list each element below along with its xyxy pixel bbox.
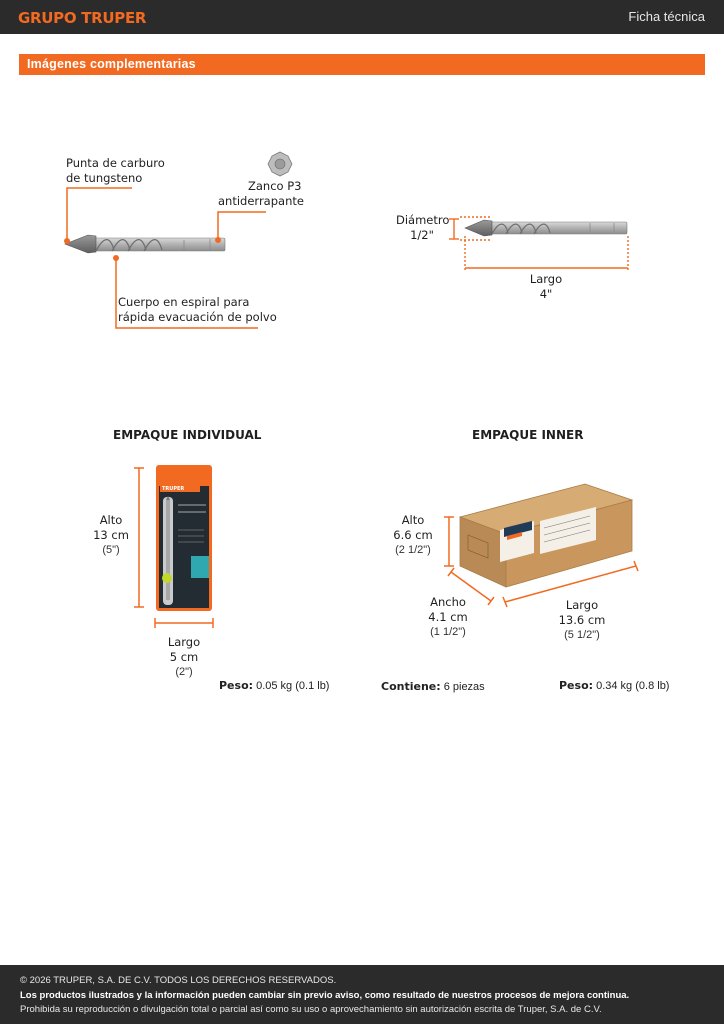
inner-width-in: (1 1/2") — [430, 626, 466, 638]
inner-pack-title: EMPAQUE INNER — [472, 428, 584, 442]
inner-height-in: (2 1/2") — [395, 544, 431, 556]
body-callout-line1: Cuerpo en espiral para — [118, 295, 250, 309]
inner-width — [424, 595, 472, 640]
brand-logo: GRUPO TRUPER — [18, 9, 147, 27]
inner-length-label: Largo — [565, 598, 599, 612]
inner-height-label: Alto — [401, 513, 425, 527]
drill-bit-dimensioned-image — [465, 220, 627, 236]
individual-pack-title: EMPAQUE INDIVIDUAL — [113, 428, 262, 442]
tip-callout — [66, 156, 165, 186]
shank-callout — [218, 179, 304, 209]
footer-copyright: © 2026 TRUPER, S.A. DE C.V. TODOS LOS DERECHOS RESERVADOS. — [20, 975, 337, 986]
individual-height — [88, 513, 134, 558]
individual-length-cm: 5 cm — [169, 650, 199, 664]
individual-length-in: (2") — [175, 666, 193, 678]
tip-callout-line2: de tungsteno — [66, 171, 143, 185]
individual-weight-label: Peso: — [219, 679, 254, 692]
shank-callout-line1: Zanco P3 — [248, 179, 302, 193]
footer-legal: Prohibida su reproducción o divulgación total o parcial así como su uso o aprovechamiento sin autorización escrita de Truper, S.A. de C.V. — [20, 1004, 602, 1015]
individual-height-in: (5") — [102, 544, 120, 556]
inner-weight-label: Peso: — [559, 679, 594, 692]
footer-notice: Los productos ilustrados y la información pueden cambiar sin previo aviso, como resultado de nuestros procesos de mejora continua. — [20, 990, 630, 1001]
hex-shank-end-image — [268, 152, 292, 176]
svg-text:TRUPER: TRUPER — [162, 486, 185, 492]
inner-contents-label: Contiene: — [381, 680, 441, 693]
inner-contents — [381, 680, 485, 693]
individual-weight — [219, 679, 329, 692]
shank-callout-line2: antiderrapante — [218, 194, 304, 208]
inner-contents-value: 6 piezas — [443, 681, 485, 693]
diameter-label — [396, 213, 448, 243]
inner-height — [388, 513, 438, 558]
section-title: Imágenes complementarias — [27, 57, 196, 71]
tip-callout-line1: Punta de carburo — [66, 156, 165, 170]
individual-length-label: Largo — [167, 635, 201, 649]
inner-height-cm: 6.6 cm — [393, 528, 433, 542]
individual-length — [160, 635, 208, 680]
length-value: 4" — [539, 287, 553, 301]
drill-bit-image — [65, 235, 225, 253]
cardboard-box-image — [460, 484, 632, 587]
individual-height-label: Alto — [99, 513, 123, 527]
footer — [0, 965, 724, 1024]
inner-width-cm: 4.1 cm — [428, 610, 468, 624]
body-callout — [118, 295, 277, 325]
inner-length — [556, 598, 608, 643]
document-type: Ficha técnica — [628, 9, 705, 24]
inner-weight-value: 0.34 kg (0.8 lb) — [596, 680, 670, 692]
body-callout-line2: rápida evacuación de polvo — [118, 310, 277, 324]
blister-pack-image — [156, 465, 212, 611]
length-label-text: Largo — [529, 272, 563, 286]
individual-height-cm: 13 cm — [93, 528, 129, 542]
diameter-label-text: Diámetro — [396, 213, 450, 227]
inner-weight — [559, 679, 669, 692]
inner-length-cm: 13.6 cm — [558, 613, 606, 627]
individual-weight-value: 0.05 kg (0.1 lb) — [256, 680, 330, 692]
diameter-value: 1/2" — [410, 228, 434, 242]
inner-length-in: (5 1/2") — [564, 629, 600, 641]
length-label — [516, 272, 576, 302]
inner-width-label: Ancho — [430, 595, 466, 609]
